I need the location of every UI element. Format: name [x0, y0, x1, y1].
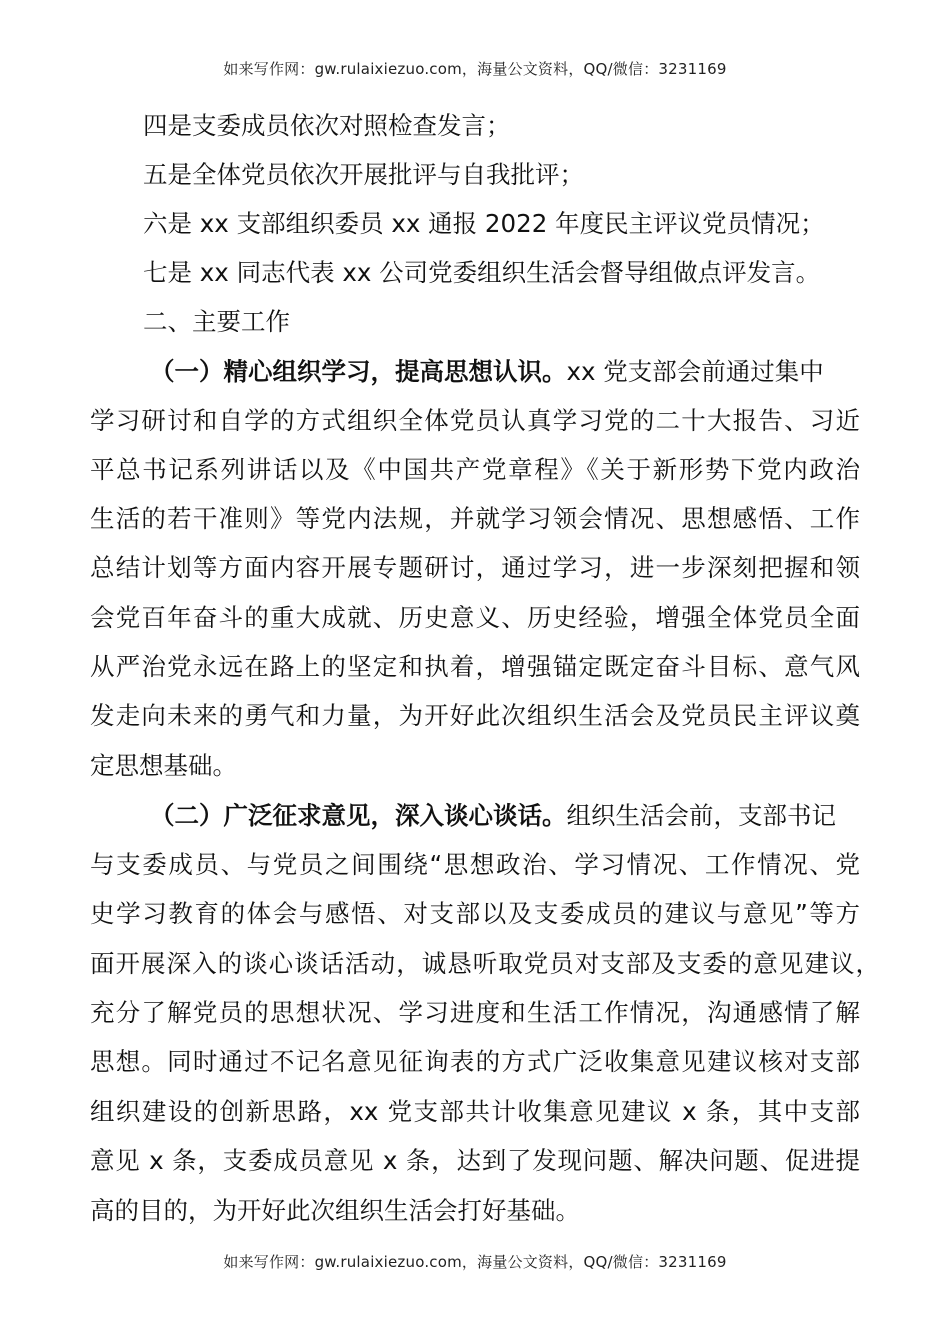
para1-line: 发走向未来的勇气和力量，为开好此次组织生活会及党员民主评议奠 — [90, 701, 860, 730]
step-7: 七是 xx 同志代表 xx 公司党委组织生活会督导组做点评发言。 — [143, 258, 821, 287]
para1-first-line — [150, 357, 824, 387]
para2-line: 思想。同时通过不记名意见征询表的方式广泛收集意见建议核对支部 — [90, 1047, 860, 1076]
step-6: 六是 xx 支部组织委员 xx 通报 2022 年度民主评议党员情况； — [143, 209, 825, 238]
para1-line: 会党百年奋斗的重大成就、历史意义、历史经验，增强全体党员全面 — [90, 603, 860, 632]
para2-line: 充分了解党员的思想状况、学习进度和生活工作情况，沟通感情了解 — [90, 998, 860, 1027]
page-header-watermark: 如来写作网：gw.rulaixiezuo.com，海量公文资料，QQ/微信：3231169 — [223, 60, 727, 78]
para2-line: 面开展深入的谈心谈话活动，诚恳听取党员对支部及支委的意见建议， — [90, 949, 880, 978]
para1-bold-lead: （一）精心组织学习，提高思想认识。 — [150, 357, 567, 386]
para2-first-line-text: 组织生活会前，支部书记 — [566, 801, 836, 830]
para1-line: 总结计划等方面内容开展专题研讨，通过学习，进一步深刻把握和领 — [90, 553, 860, 582]
para1-line: 从严治党永远在路上的坚定和执着，增强锚定既定奋斗目标、意气风 — [90, 652, 860, 681]
para1-line: 学习研讨和自学的方式组织全体党员认真学习党的二十大报告、习近 — [90, 406, 860, 435]
para2-line: 与支委成员、与党员之间围绕“思想政治、学习情况、工作情况、党 — [90, 850, 860, 879]
page-footer-watermark: 如来写作网：gw.rulaixiezuo.com，海量公文资料，QQ/微信：3231169 — [223, 1253, 727, 1271]
para2-last-line: 高的目的，为开好此次组织生活会打好基础。 — [90, 1196, 580, 1225]
para2-line: 组织建设的创新思路，xx 党支部共计收集意见建议 x 条，其中支部 — [90, 1097, 860, 1126]
step-5: 五是全体党员依次开展批评与自我批评； — [143, 160, 584, 189]
para2-first-line — [150, 801, 836, 831]
para1-line: 生活的若干准则》等党内法规，并就学习领会情况、思想感悟、工作 — [90, 504, 860, 533]
step-4: 四是支委成员依次对照检查发言； — [143, 111, 511, 140]
para1-first-line-text: xx 党支部会前通过集中 — [566, 357, 824, 386]
para2-line: 意见 x 条，支委成员意见 x 条，达到了发现问题、解决问题、促进提 — [90, 1146, 860, 1175]
section-heading: 二、主要工作 — [143, 307, 290, 336]
para2-bold-lead: （二）广泛征求意见，深入谈心谈话。 — [150, 801, 567, 830]
para2-line: 史学习教育的体会与感悟、对支部以及支委成员的建议与意见”等方 — [90, 899, 860, 928]
para1-last-line: 定思想基础。 — [90, 751, 237, 780]
para1-line: 平总书记系列讲话以及《中国共产党章程》《关于新形势下党内政治 — [90, 455, 860, 484]
